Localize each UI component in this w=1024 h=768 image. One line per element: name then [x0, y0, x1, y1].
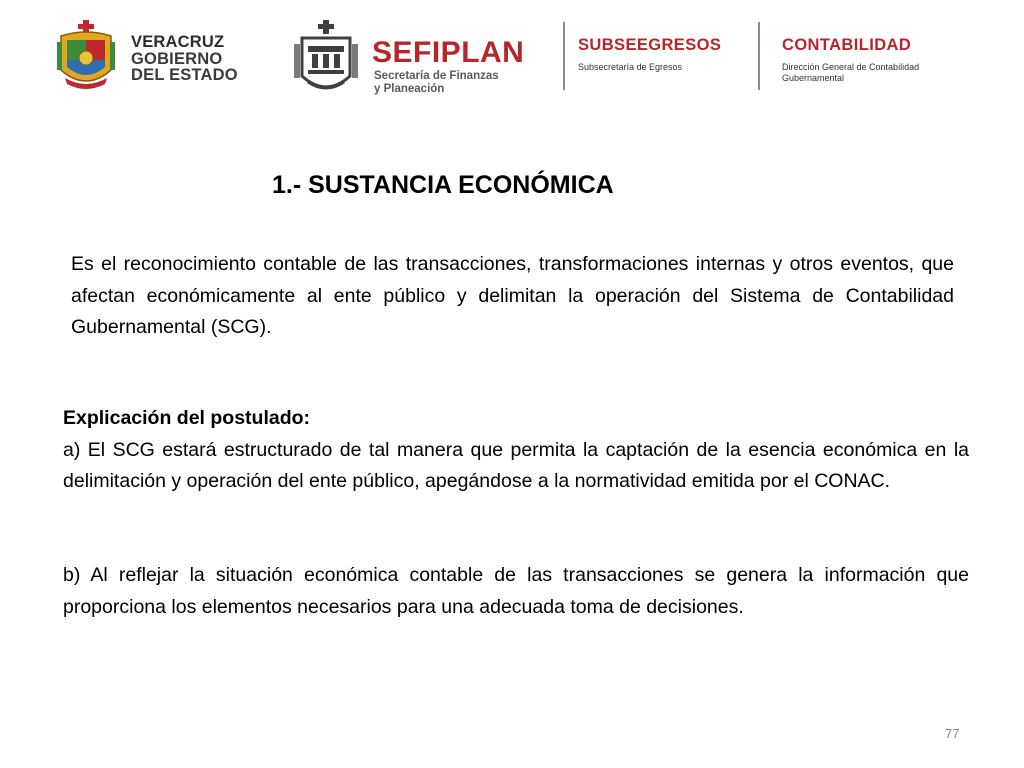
subseegresos-logo — [578, 36, 721, 73]
header-divider-1 — [563, 22, 565, 90]
header-divider-2 — [758, 22, 760, 90]
contabilidad-subtitle-line-2: Gubernamental — [782, 73, 845, 83]
definition-paragraph: Es el reconocimiento contable de las transacciones, transformaciones internas y otros eventos, que afectan económicamente al ente público y delimitan la operación del Sistema de Contabilidad Gubernamental (SCG). — [71, 253, 954, 338]
contabilidad-subtitle — [782, 62, 919, 84]
sefiplan-brand: SEFIPLAN — [372, 36, 525, 69]
explication-section — [63, 403, 969, 498]
sefiplan-crest-icon — [294, 20, 358, 100]
contabilidad-logo — [782, 36, 919, 84]
point-a-paragraph: a) El SCG estará estructurado de tal manera que permita la captación de la esencia económica en la delimitación y operación del ente público, apegándose a la normatividad emitida por el CONAC. — [63, 438, 969, 492]
subseegresos-title: SUBSEEGRESOS — [578, 36, 722, 54]
point-b-paragraph: b) Al reflejar la situación económica contable de las transacciones se genera la información que proporciona los elementos necesarios para una adecuada toma de decisiones. — [63, 564, 969, 618]
page-number: 77 — [945, 726, 960, 741]
veracruz-text — [131, 34, 238, 84]
slide-title: 1.- SUSTANCIA ECONÓMICA — [272, 171, 614, 199]
header-logos — [0, 0, 1024, 110]
sefiplan-subtitle — [374, 70, 499, 96]
sefiplan-subtitle-line-2: y Planeación — [374, 83, 445, 95]
veracruz-coat-of-arms-icon — [55, 20, 117, 92]
veracruz-line-3: DEL ESTADO — [131, 66, 238, 84]
contabilidad-subtitle-line-1: Dirección General de Contabilidad — [782, 62, 920, 72]
explication-heading: Explicación del postulado: — [63, 407, 311, 429]
contabilidad-title: CONTABILIDAD — [782, 36, 912, 54]
veracruz-logo — [55, 20, 240, 95]
veracruz-line-2: GOBIERNO — [131, 49, 223, 68]
sefiplan-subtitle-line-1: Secretaría de Finanzas — [374, 70, 499, 82]
subseegresos-subtitle: Subsecretaría de Egresos — [578, 62, 683, 72]
sefiplan-logo — [288, 12, 540, 102]
veracruz-line-1: VERACRUZ — [131, 33, 225, 51]
